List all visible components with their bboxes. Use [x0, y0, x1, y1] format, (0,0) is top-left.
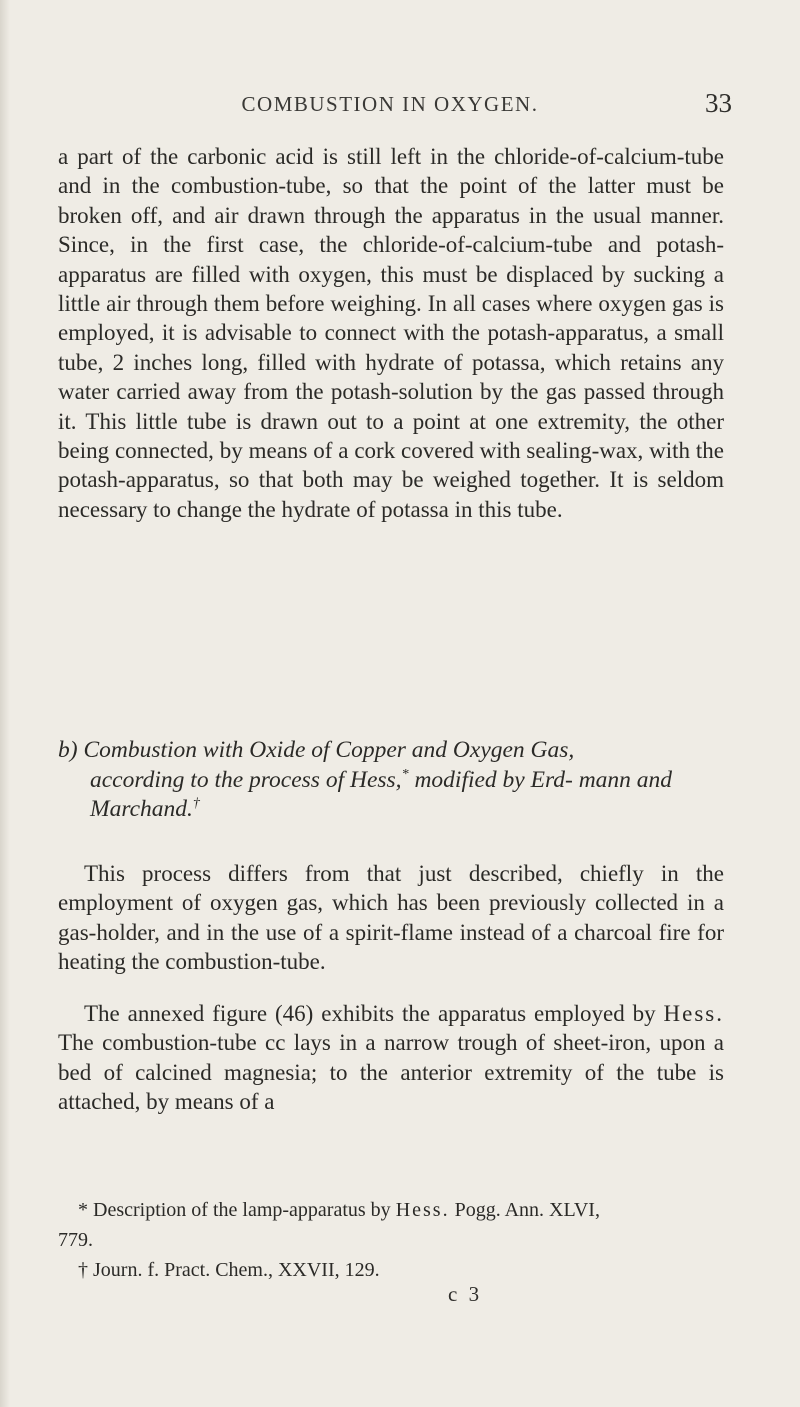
- signature-mark: c 3: [448, 1282, 483, 1306]
- section-title-line-2a: according to the process of Hess,: [90, 766, 402, 793]
- footnote-mark-star: *: [401, 766, 409, 782]
- paragraph-3-part-a: The annexed figure (46) exhibits the apparatus employed by: [84, 1001, 664, 1027]
- footnote-mark-dagger: †: [192, 796, 200, 812]
- author-name-hess: Hess.: [663, 1001, 724, 1027]
- footnote-1-continuation: 779.: [58, 1229, 93, 1251]
- footnote-1: [78, 1195, 718, 1225]
- page-gutter-shadow: [0, 0, 10, 1407]
- section-title-line-1: Combustion with Oxide of Copper and Oxygen Gas,: [83, 737, 575, 763]
- footnote-1-part-b: Pogg. Ann. XLVI,: [449, 1199, 600, 1221]
- section-heading: [58, 736, 726, 825]
- running-title: COMBUSTION IN OXYGEN.: [241, 92, 539, 116]
- paragraph-2-text: This process differs from that just described, chiefly in the employment of oxygen gas, which has been previously collected in a gas-holder, and in the use of a spirit-flame instead of a charcoal fire for heating the combustion-tube.: [58, 861, 724, 974]
- section-body: [58, 836, 724, 1139]
- section-title-line-3: mann and Marchand.: [90, 766, 673, 822]
- paragraph-3-part-b: The combustion-tube cc lays in a narrow trough of sheet-iron, upon a bed of calcined magnesia; to the anterior extremity of the tube is attached, by means of a: [58, 1030, 724, 1115]
- page-number: 33: [705, 88, 732, 118]
- footnote-1-part-a: * Description of the lamp-apparatus by: [78, 1199, 396, 1221]
- body-paragraph-1: [58, 142, 724, 524]
- page-header: [60, 88, 732, 128]
- paragraph-1-text: a part of the carbonic acid is still left in the chloride-of-calcium-tube and in the combustion-tube, so that the point of the latter must be broken off, and air drawn through the apparatus in the usual manner. Since, in the first case, the chloride-of-calcium-tube and potash-apparatus are filled with oxygen, this must be displaced by sucking a little air through them before weighing. In all cases where oxygen gas is employed, it is advisable to connect with the potash-apparatus, a small tube, 2 inches long, filled with hydrate of potassa, which retains any water carried away from the potash-solution by the gas passed through it. This little tube is drawn out to a point at one extremity, the other being connected, by means of a cork covered with sealing-wax, with the potash-apparatus, so that both may be weighed together. It is seldom necessary to change the hydrate of potassa in this tube.: [58, 144, 724, 522]
- footnote-1-author: Hess.: [395, 1199, 450, 1221]
- footnotes: [58, 1195, 718, 1285]
- section-title-continuation: [58, 766, 726, 825]
- section-title-line-2b: modified by Erd-: [408, 766, 573, 793]
- paragraph-3-text: [58, 999, 724, 1116]
- footnote-2: † Journ. f. Pract. Chem., XXVII, 129.: [78, 1259, 380, 1281]
- section-label: b): [58, 737, 78, 763]
